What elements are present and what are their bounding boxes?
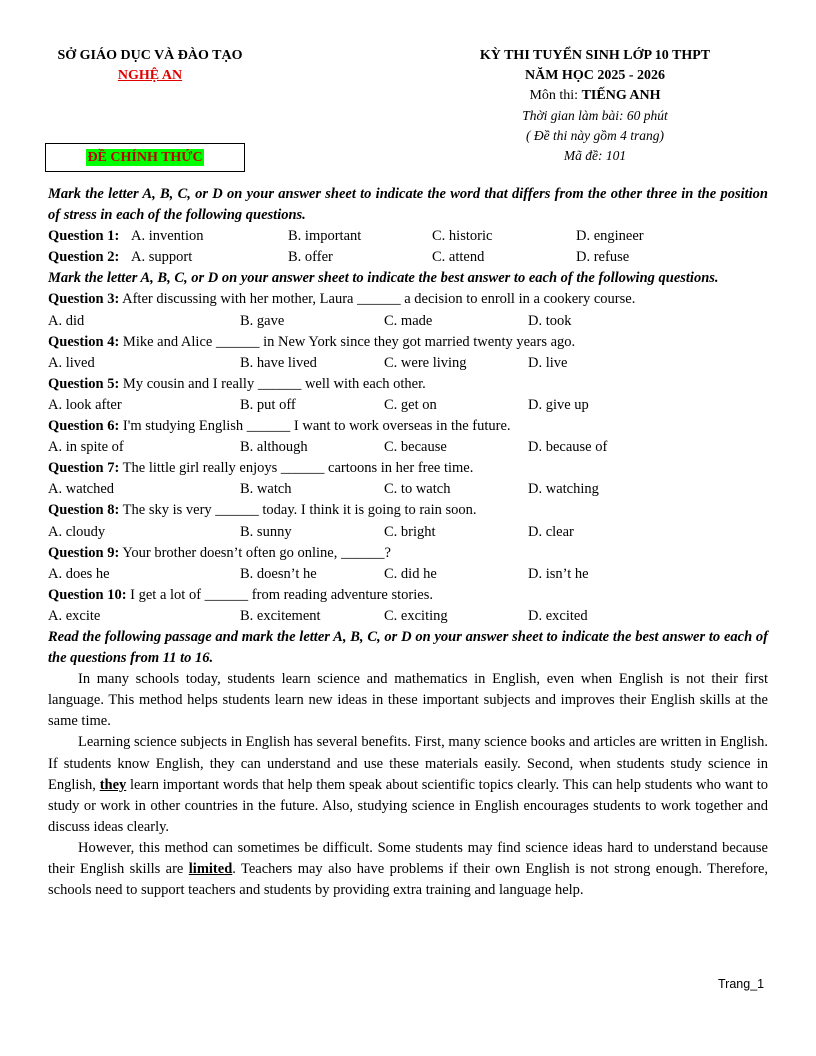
passage-text: Learning science subjects in English has several benefits. First, many science books and articles are written in English. If students know English, they can understand and use these materials easily. Second, when students study science in English, xyxy=(48,734,768,793)
option-b: B. gave xyxy=(240,312,285,329)
question-label: Question 5: xyxy=(48,375,120,392)
passage-paragraph-1: In many schools today, students learn science and mathematics in English, even when English is not their first language. This method helps students learn new ideas in these important subjects and improves their English skills at the same time. xyxy=(48,671,768,730)
passage-paragraph-2 xyxy=(48,732,768,837)
question-stem xyxy=(48,458,768,479)
option-d: D. clear xyxy=(528,523,574,540)
option-c: C. attend xyxy=(432,249,485,266)
exam-title: KỲ THI TUYỂN SINH LỚP 10 THPT xyxy=(479,48,711,63)
option-d: D. took xyxy=(528,312,572,329)
option-d: D. isn’t he xyxy=(528,565,589,582)
option-c: C. to watch xyxy=(384,481,451,498)
option-d: D. live xyxy=(528,354,568,371)
question-text: My cousin and I really ______ well with each other. xyxy=(119,375,426,392)
exam-code: Mã đề: 101 xyxy=(563,148,627,163)
question-stem xyxy=(48,416,768,437)
option-c: C. because xyxy=(384,439,447,456)
question-label: Question 8: xyxy=(48,502,120,519)
option-a: A. cloudy xyxy=(48,523,106,540)
passage-text: However, this method can sometimes be difficult. Some students may find science ideas hard to understand because their English skills are xyxy=(48,839,768,877)
answer-options xyxy=(48,311,768,332)
header-left xyxy=(30,46,270,85)
answer-options xyxy=(48,353,768,374)
option-b: B. doesn’t he xyxy=(240,565,317,582)
school-year: NĂM HỌC 2025 - 2026 xyxy=(525,68,665,83)
option-c: C. exciting xyxy=(384,607,448,624)
option-c: C. historic xyxy=(432,228,493,245)
option-d: D. refuse xyxy=(576,249,630,266)
option-c: C. get on xyxy=(384,396,437,413)
exam-time: Thời gian làm bài: 60 phút xyxy=(522,108,668,123)
question-text: I'm studying English ______ I want to work overseas in the future. xyxy=(119,418,511,435)
passage-paragraph-3 xyxy=(48,838,768,901)
passage-text: . Teachers may also have problems if their own English is not strong enough. Therefore, schools need to support teachers and students by providing extra training and language help. xyxy=(48,861,769,899)
question-text: I get a lot of ______ from reading adventure stories. xyxy=(126,586,433,603)
department-name: SỞ GIÁO DỤC VÀ ĐÀO TẠO xyxy=(57,48,243,63)
answer-options xyxy=(48,522,768,543)
question-label: Question 6: xyxy=(48,418,120,435)
option-a: A. watched xyxy=(48,481,115,498)
subject-name: TIẾNG ANH xyxy=(581,88,661,103)
option-b: B. offer xyxy=(288,249,333,266)
option-c: C. bright xyxy=(384,523,436,540)
exam-content xyxy=(48,184,768,901)
question-stem xyxy=(48,332,768,353)
option-d: D. because of xyxy=(528,439,608,456)
answer-options xyxy=(48,479,768,500)
header-right xyxy=(440,46,750,166)
question-text: The sky is very ______ today. I think it is going to rain soon. xyxy=(119,502,477,519)
option-a: A. support xyxy=(131,249,193,266)
answer-options xyxy=(48,395,768,416)
question-label: Question 1: xyxy=(48,228,120,245)
instruction-stress: Mark the letter A, B, C, or D on your answer sheet to indicate the word that differs from the other three in the position of stress in each of the following questions. xyxy=(48,186,768,224)
option-a: A. in spite of xyxy=(48,439,124,456)
option-c: C. did he xyxy=(384,565,437,582)
subject-prefix: Môn thi: xyxy=(529,88,582,103)
option-a: A. look after xyxy=(48,396,122,413)
instruction-best-answer: Mark the letter A, B, C, or D on your answer sheet to indicate the best answer to each of the following questions. xyxy=(48,270,719,287)
question-label: Question 10: xyxy=(48,586,127,603)
option-b: B. watch xyxy=(240,481,292,498)
option-c: C. made xyxy=(384,312,433,329)
question-row xyxy=(48,226,768,247)
answer-options xyxy=(48,606,768,627)
option-b: B. put off xyxy=(240,396,296,413)
question-label: Question 9: xyxy=(48,544,120,561)
question-stem xyxy=(48,374,768,395)
question-label: Question 7: xyxy=(48,460,120,477)
option-d: D. watching xyxy=(528,481,599,498)
question-label: Question 4: xyxy=(48,333,120,350)
answer-options xyxy=(48,437,768,458)
question-row xyxy=(48,247,768,268)
question-text: Your brother doesn’t often go online, ______? xyxy=(119,544,391,561)
option-b: B. have lived xyxy=(240,354,317,371)
option-a: A. did xyxy=(48,312,85,329)
official-exam-label: ĐỀ CHÍNH THỨC xyxy=(87,150,203,165)
question-label: Question 3: xyxy=(48,291,120,308)
option-a: A. invention xyxy=(131,228,204,245)
answer-options xyxy=(48,564,768,585)
question-stem xyxy=(48,585,768,606)
underlined-word-limited: limited xyxy=(188,861,233,877)
page-footer: Trang_1 xyxy=(718,977,765,991)
passage-text: learn important words that help them speak about scientific topics clearly. This can help students who want to study or work in other countries in the future. Also, studying science in English encourages students to work together and discuss ideas clearly. xyxy=(48,776,768,835)
question-text: The little girl really enjoys ______ cartoons in her free time. xyxy=(119,460,474,477)
question-text: Mike and Alice ______ in New York since they got married twenty years ago. xyxy=(119,333,576,350)
page-count: ( Đề thi này gồm 4 trang) xyxy=(526,128,664,143)
option-c: C. were living xyxy=(384,354,467,371)
instruction-passage: Read the following passage and mark the letter A, B, C, or D on your answer sheet to indicate the best answer to each of the questions from 11 to 16. xyxy=(48,628,768,667)
option-d: D. engineer xyxy=(576,228,644,245)
underlined-word-they: they xyxy=(99,776,127,793)
option-b: B. important xyxy=(288,228,362,245)
question-stem xyxy=(48,289,768,310)
province-name: NGHỆ AN xyxy=(117,68,183,83)
option-a: A. does he xyxy=(48,565,110,582)
option-a: A. excite xyxy=(48,607,101,624)
question-label: Question 2: xyxy=(48,249,120,266)
exam-header xyxy=(0,46,816,176)
question-list xyxy=(48,289,768,627)
question-stem xyxy=(48,543,768,564)
option-b: B. excitement xyxy=(240,607,321,624)
question-stem xyxy=(48,500,768,521)
option-b: B. sunny xyxy=(240,523,292,540)
option-d: D. give up xyxy=(528,396,589,413)
official-exam-box xyxy=(45,143,245,172)
option-b: B. although xyxy=(240,439,308,456)
question-text: After discussing with her mother, Laura ______ a decision to enroll in a cookery course. xyxy=(119,291,636,308)
subject-line xyxy=(440,86,750,106)
option-a: A. lived xyxy=(48,354,95,371)
option-d: D. excited xyxy=(528,607,588,624)
